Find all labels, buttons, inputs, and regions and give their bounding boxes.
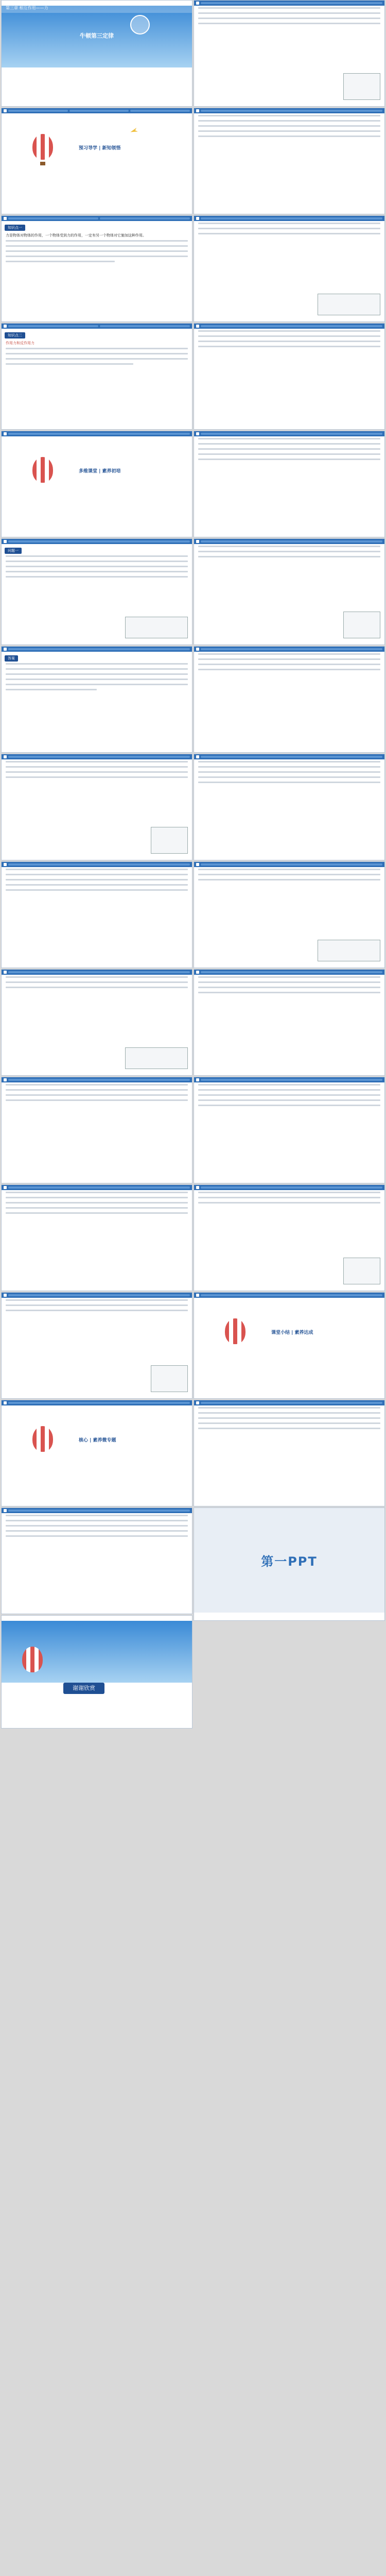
- hot-air-balloon-icon: [225, 1318, 245, 1344]
- dandelion-icon: [130, 15, 150, 35]
- balloon-basket: [40, 162, 45, 165]
- stage-slide-lesson: [1, 431, 192, 537]
- stage-title: 预习导学 | 新知领悟: [79, 146, 121, 151]
- diagram-figure: [343, 1258, 380, 1284]
- answer-tag: 答案: [5, 655, 18, 662]
- content-slide: [1, 646, 192, 753]
- text-lines: [6, 240, 188, 262]
- paper-plane-icon: [130, 128, 138, 134]
- content-slide: [194, 108, 385, 214]
- content-slide: [1, 754, 192, 860]
- content-slide: [1, 538, 192, 645]
- lesson-title: 牛顿第三定律: [80, 32, 114, 39]
- chapter-band: 第三章 相互作用——力: [2, 4, 192, 13]
- title-slide: [1, 0, 192, 107]
- content-slide: [194, 1400, 385, 1506]
- closing-slide: [1, 1615, 192, 1728]
- diagram-figure: [343, 612, 380, 638]
- content-slide: [194, 754, 385, 860]
- stage-slide-pre: [1, 108, 192, 214]
- thanks-banner: 谢谢欣赏: [63, 1683, 104, 1694]
- point-tag: 知识点一: [5, 225, 25, 231]
- cloud-shape: [104, 73, 177, 86]
- content-slide: [194, 0, 385, 107]
- content-slide: [1, 969, 192, 1076]
- content-slide: [194, 215, 385, 322]
- stage-title: 课堂小结 | 素养达成: [271, 1330, 313, 1335]
- cloud-shape: [22, 67, 84, 79]
- content-slide: [194, 646, 385, 753]
- stage-title: 核心 | 素养微专题: [79, 1438, 116, 1443]
- diagram-figure: [343, 73, 380, 100]
- content-slide: [1, 1077, 192, 1183]
- content-slide: [194, 323, 385, 430]
- diagram-figure: [318, 294, 380, 315]
- left-column: [1, 0, 192, 1730]
- right-column: [194, 0, 385, 1622]
- body-text: 力是物体对物体的作用，一个物体受到力的作用，一定有另一个物体对它施加这种作用。: [6, 233, 146, 238]
- promo-slide: [194, 1507, 385, 1621]
- point-tag: 知识点二: [5, 332, 25, 338]
- slide-topbar: [2, 108, 192, 113]
- content-slide: [1, 1292, 192, 1399]
- body-text: [6, 341, 188, 346]
- content-slide: [1, 1184, 192, 1291]
- hot-air-balloon-icon: [32, 457, 53, 483]
- content-slide: [1, 1507, 192, 1614]
- hot-air-balloon-icon: [32, 1426, 53, 1452]
- diagram-figure: [125, 1047, 188, 1069]
- hot-air-balloon-icon: [22, 1647, 43, 1672]
- question-tag: 问题一: [5, 548, 22, 554]
- menu-icon[interactable]: [4, 109, 7, 112]
- content-slide: [1, 323, 192, 430]
- content-slide: [194, 969, 385, 1076]
- diagram-figure: [151, 1365, 188, 1392]
- hot-air-balloon-icon: [32, 134, 53, 160]
- stage-slide-core: [1, 1400, 192, 1506]
- content-slide: [194, 538, 385, 645]
- diagram-figure: [318, 940, 380, 961]
- promo-banner: [194, 1508, 384, 1613]
- content-slide: [194, 1184, 385, 1291]
- promo-text: 第一PPT: [261, 1554, 318, 1569]
- content-slide: [194, 1077, 385, 1183]
- stage-title: 多维课堂 | 素养初培: [79, 469, 121, 474]
- stage-slide-summary: [194, 1292, 385, 1399]
- highlight-text: 作用力和反作用力: [6, 341, 34, 345]
- diagram-figure: [151, 827, 188, 854]
- content-slide: [194, 861, 385, 968]
- content-slide: [1, 861, 192, 968]
- content-slide: [194, 431, 385, 537]
- content-slide: [1, 215, 192, 322]
- diagram-figure: [125, 617, 188, 638]
